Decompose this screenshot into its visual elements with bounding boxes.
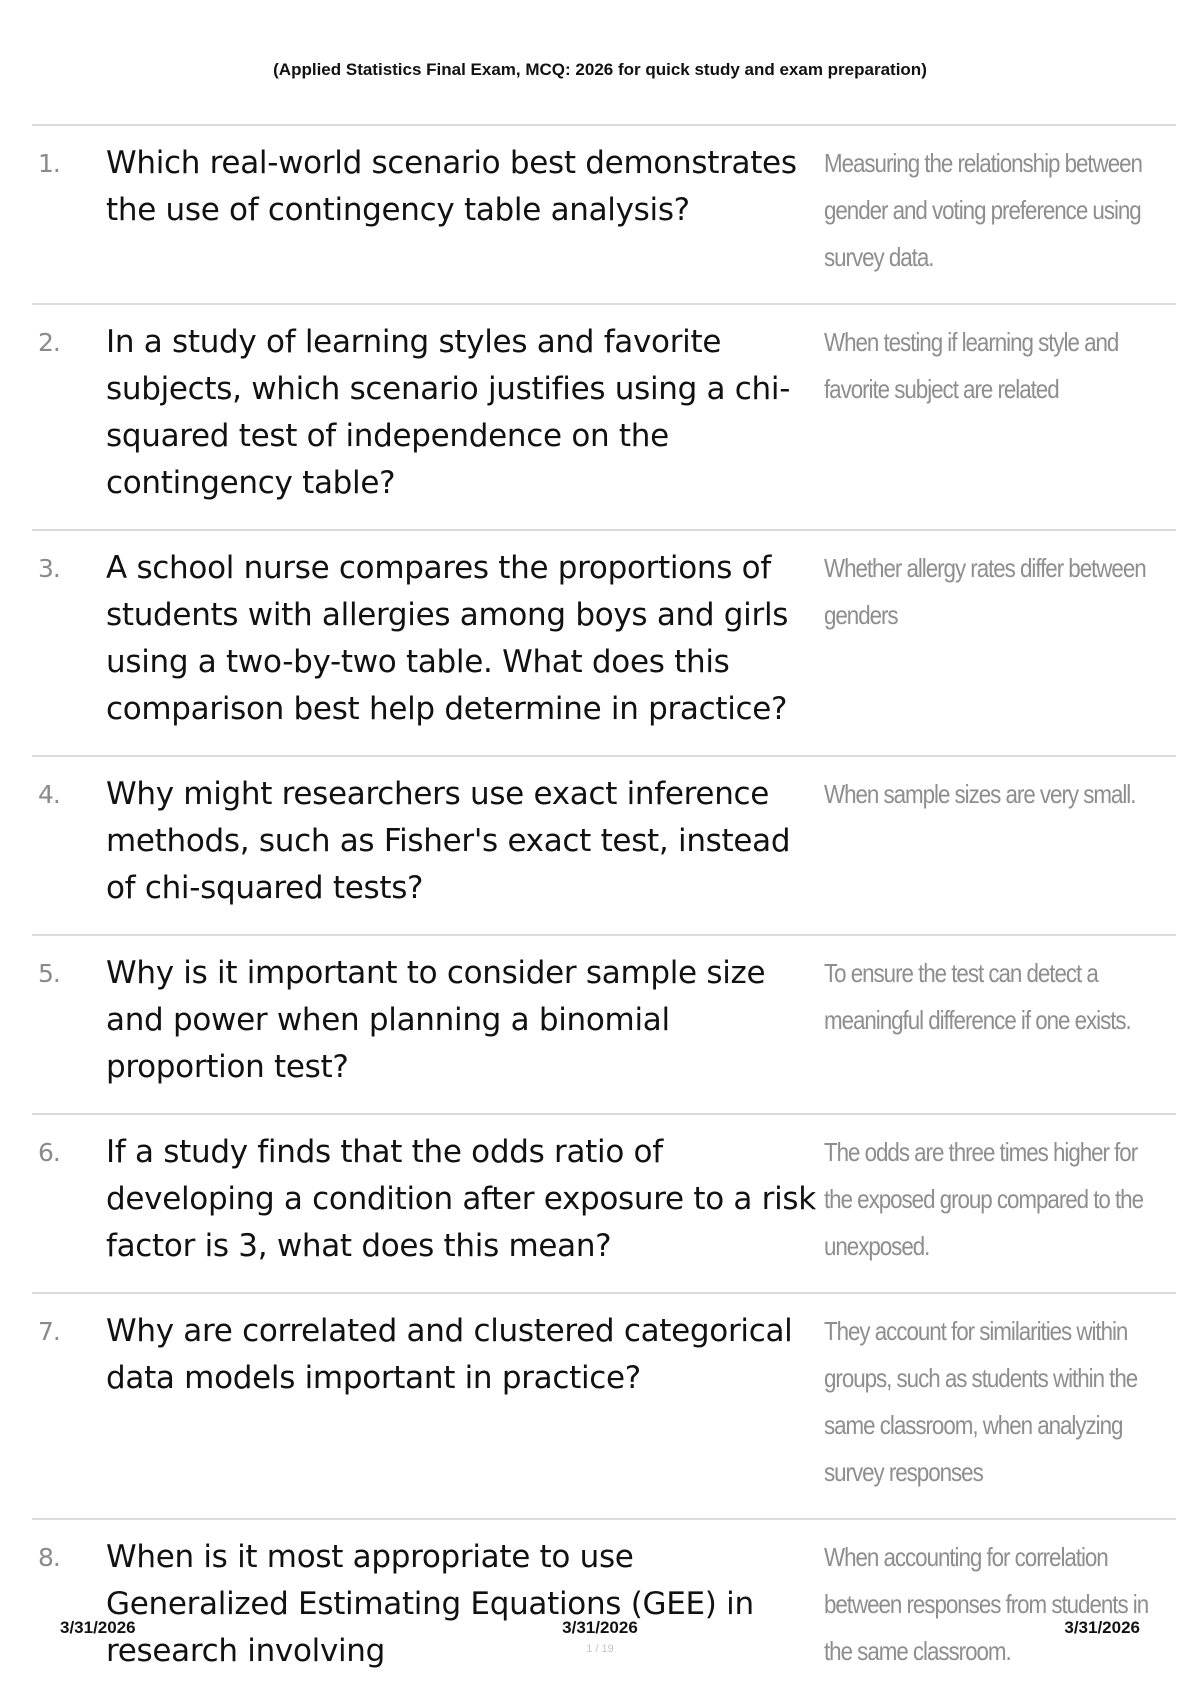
question-number: 6. [38,1138,60,1167]
answer-text: They account for similarities within groups, such as students within the same classroom, when analyzing survey responses [824,1316,1138,1487]
footer-date-right: 3/31/2026 [1064,1618,1140,1637]
question-text: Which real-world scenario best demonstrates the use of contingency table analysis? [106,145,797,228]
footer-date-left: 3/31/2026 [60,1618,136,1637]
list-item [32,934,1176,1113]
list-item [32,303,1176,529]
list-item [32,1518,1176,1683]
page-number: 1 / 19 [586,1643,614,1655]
question-number: 3. [38,554,60,583]
list-item [32,529,1176,755]
question-text: When is it most appropriate to use Generalized Estimating Equations (GEE) in research involving [106,1539,754,1669]
list-item [32,755,1176,934]
question-number: 4. [38,780,60,809]
question-text: In a study of learning styles and favorite subjects, which scenario justifies using a chi-squared test of independence on the contingency table? [106,324,791,501]
page-title: (Applied Statistics Final Exam, MCQ: 2026 for quick study and exam preparation) [273,60,927,79]
answer-text: To ensure the test can detect a meaningful difference if one exists. [824,958,1131,1035]
list-item [32,1292,1176,1518]
question-number: 8. [38,1543,60,1572]
list-item [32,1113,1176,1292]
question-list [32,124,1176,1683]
question-text: Why might researchers use exact inference methods, such as Fisher's exact test, instead of chi-squared tests? [106,776,791,906]
answer-text: Whether allergy rates differ between genders [824,553,1146,630]
question-number: 5. [38,959,60,988]
answer-text: The odds are three times higher for the exposed group compared to the unexposed. [824,1137,1143,1261]
question-text: A school nurse compares the proportions of students with allergies among boys and girls using a two-by-two table. What does this comparison best help determine in practice? [106,550,789,727]
answer-text: Measuring the relationship between gender and voting preference using survey data. [824,148,1142,272]
question-number: 7. [38,1317,60,1346]
question-number: 1. [38,149,60,178]
question-text: Why is it important to consider sample size and power when planning a binomial proportion test? [106,955,766,1085]
question-text: If a study finds that the odds ratio of developing a condition after exposure to a risk factor is 3, what does this mean? [106,1134,816,1264]
list-item [32,124,1176,303]
footer-date-center: 3/31/2026 [562,1618,638,1637]
answer-text: When accounting for correlation between responses from students in the same classroom. [824,1542,1149,1666]
answer-text: When sample sizes are very small. [824,779,1136,809]
question-number: 2. [38,328,60,357]
answer-text: When testing if learning style and favorite subject are related [824,327,1119,404]
question-text: Why are correlated and clustered categorical data models important in practice? [106,1313,793,1396]
